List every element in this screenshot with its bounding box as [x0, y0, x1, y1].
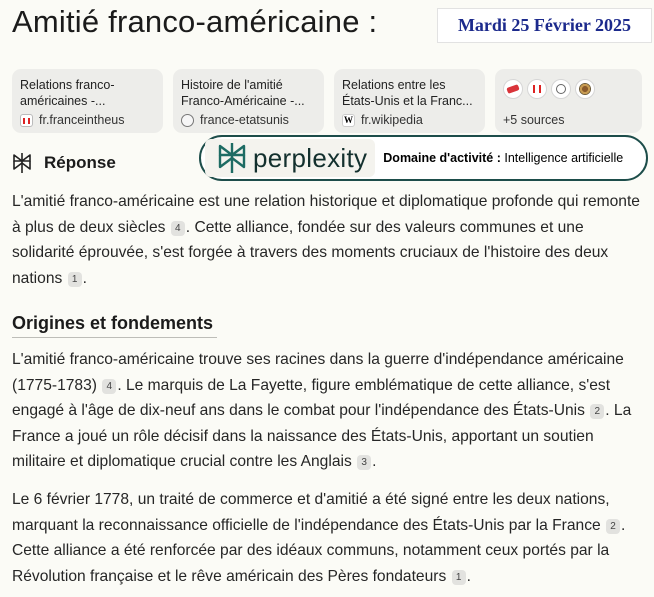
domain-info	[383, 151, 623, 165]
text-span: . Cette alliance, fondée sur des valeurs communes et une solidarité éprouvée, s'est forgée à travers des moments cruciaux de l'histoire des deux nations	[12, 218, 609, 287]
domain-value: Intelligence artificielle	[504, 151, 624, 165]
text-span: . Cette alliance a été renforcée par des idéaux communs, notamment ceux portés par la Révolution française et le rêve américain des Pères fondateurs	[12, 516, 626, 585]
perplexity-logo-icon	[217, 141, 247, 175]
answer-heading: Réponse	[44, 153, 116, 172]
source-domain: fr.franceintheus	[39, 113, 125, 127]
citation-badge[interactable]: 3	[357, 455, 371, 470]
date-label: Mardi 25 Février 2025	[437, 8, 652, 43]
source-domain: france-etatsunis	[200, 113, 289, 127]
more-sources-label: +5 sources	[503, 113, 565, 127]
section-paragraph	[12, 487, 646, 589]
text-span: Le 6 février 1778, un traité de commerce et d'amitié a été signé entre les deux nations, marquant la reconnaissance officielle de l'indépendance des États-Unis par la France	[12, 491, 610, 534]
text-span: .	[372, 453, 377, 470]
citation-badge[interactable]: 4	[102, 379, 116, 394]
text-span: L'amitié franco-américaine est une relation historique et diplomatique profonde qui remonte à plus de deux siècles	[12, 193, 640, 236]
source-card[interactable]	[173, 69, 324, 133]
text-span: L'amitié franco-américaine trouve ses racines dans la guerre d'indépendance américaine (1775-1783)	[12, 351, 624, 394]
answer-header	[12, 152, 116, 174]
perplexity-wordmark: perplexity	[253, 142, 368, 173]
page-title: Amitié franco-américaine :	[12, 4, 378, 39]
citation-badge[interactable]: 2	[606, 519, 620, 534]
globe-icon	[181, 114, 194, 127]
globe-icon	[551, 79, 571, 99]
perplexity-brand	[205, 139, 375, 177]
text-span: .	[82, 269, 87, 287]
text-span: .	[466, 567, 471, 585]
flag-fr-icon	[20, 114, 33, 127]
section-divider	[12, 337, 217, 338]
us-seal-icon	[575, 79, 595, 99]
citation-badge[interactable]: 1	[452, 570, 466, 585]
source-favicon-icon	[503, 79, 523, 99]
sources-row	[12, 69, 642, 133]
flag-fr-icon	[527, 79, 547, 99]
source-card[interactable]	[334, 69, 485, 133]
source-title: Histoire de l'amitié Franco-Américaine -...	[181, 78, 305, 108]
section-paragraph	[12, 347, 646, 475]
perplexity-overlay-badge	[199, 135, 648, 181]
more-sources-card[interactable]	[495, 69, 642, 133]
answer-intro	[12, 189, 646, 291]
domain-label: Domaine d'activité :	[383, 151, 501, 165]
source-card[interactable]	[12, 69, 163, 133]
text-span: . La France a joué un rôle décisif dans la naissance des États-Unis, apportant un soutien militaire et diplomatique crucial contre les Anglais	[12, 402, 632, 470]
citation-badge[interactable]: 1	[68, 272, 82, 287]
citation-badge[interactable]: 2	[590, 404, 604, 419]
source-domain: fr.wikipedia	[361, 113, 423, 127]
source-title: Relations entre les États-Unis et la Franc...	[342, 78, 473, 108]
text-span: . Le marquis de La Fayette, figure emblématique de cette alliance, s'est engagé à l'âge de dix-neuf ans dans le combat pour l'indépendance des États-Unis	[12, 376, 611, 419]
section-heading: Origines et fondements	[12, 313, 214, 333]
citation-badge[interactable]: 4	[171, 221, 185, 236]
source-title: Relations franco-américaines -...	[20, 78, 115, 108]
wikipedia-icon: W	[344, 115, 353, 125]
perplexity-logo-icon	[12, 152, 32, 174]
